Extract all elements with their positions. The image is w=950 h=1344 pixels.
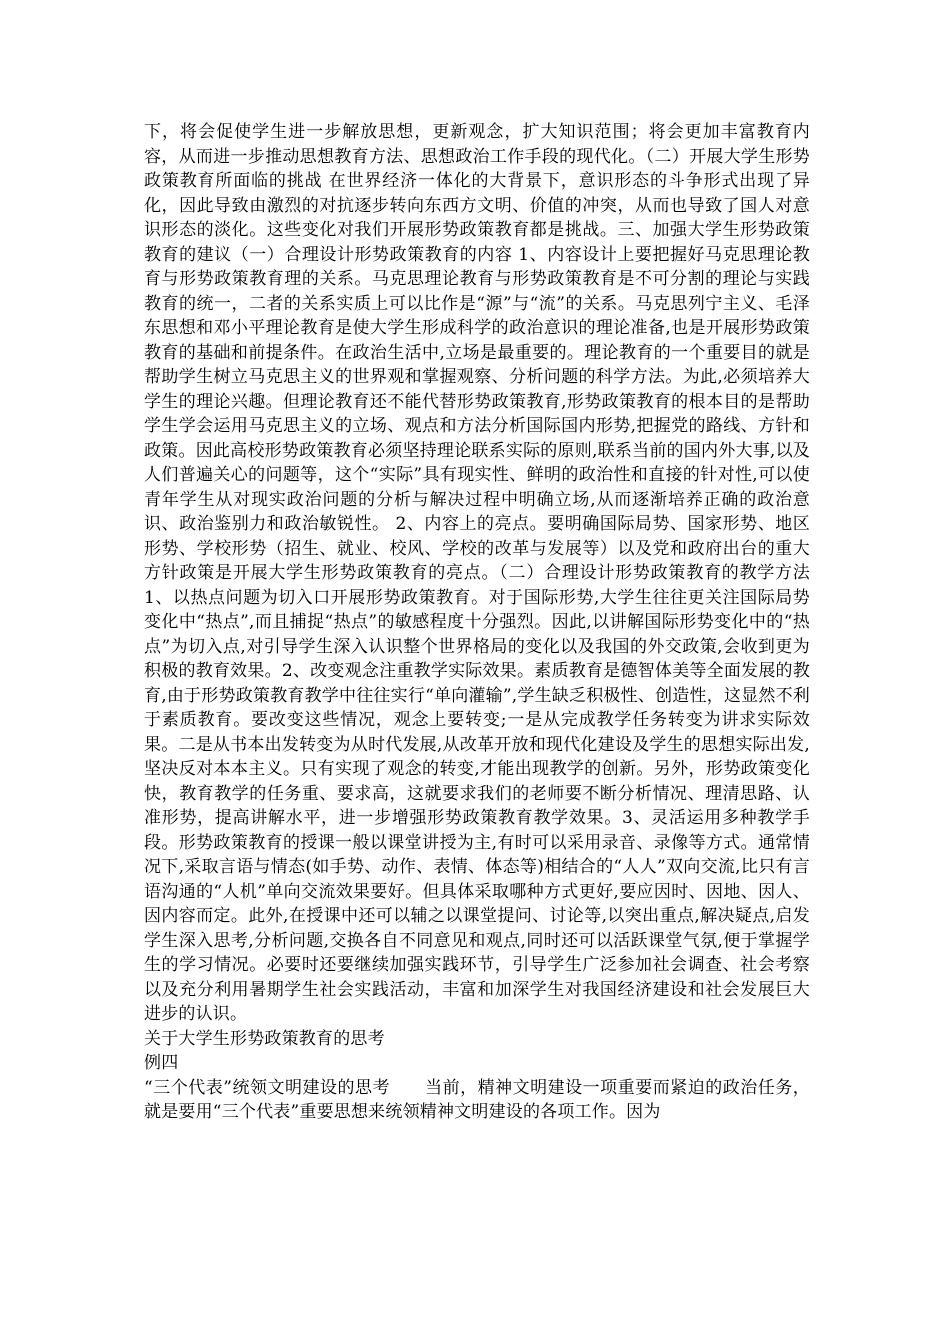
document-content — [144, 120, 810, 1125]
example-paragraph: “三个代表”统领文明建设的思考 当前，精神文明建设一项重要而紧迫的政治任务，就是要用“三个代表”重要思想来统领精神文明建设的各项工作。因为 — [144, 1077, 810, 1122]
example-label: 例四 — [144, 1053, 179, 1073]
body-paragraph: 下，将会促使学生进一步解放思想，更新观念，扩大知识范围；将会更加丰富教育内容，从而进一步推动思想教育方法、思想政治工作手段的现代化。（二）开展大学生形势政策教育所面临的挑战 在世界经济一体化的大背景下，意识形态的斗争形式出现了异化，因此导致由激烈的对抗逐步转向东西方文明、价值的冲突，从而也导致了国人对意识形态的淡化。这些变化对我们开展形势政策教育都是挑战。三、加强大学生形势政策教育的建议（一）合理设计形势政策教育的内容 1、内容设计上要把握好马克思理论教育与形势政策教育理的关系。马克思理论教育与形势政策教育是不可分割的理论与实践教育的统一，二者的关系实质上可以比作是“源”与“流”的关系。马克思列宁主义、毛泽东思想和邓小平理论教育是使大学生形成科学的政治意识的理论准备,也是开展形势政策教育的基础和前提条件。在政治生活中,立场是最重要的。理论教育的一个重要目的就是帮助学生树立马克思主义的世界观和掌握观察、分析问题的科学方法。为此,必须培养大学生的理论兴趣。但理论教育还不能代替形势政策教育,形势政策教育的根本目的是帮助学生学会运用马克思主义的立场、观点和方法分析国际国内形势,把握党的路线、方针和政策。因此高校形势政策教育必须坚持理论联系实际的原则,联系当前的国内外大事,以及人们普遍关心的问题等，这个“实际”具有现实性、鲜明的政治性和直接的针对性,可以使青年学生从对现实政治问题的分析与解决过程中明确立场,从而逐渐培养正确的政治意识、政治鉴别力和政治敏锐性。 2、内容上的亮点。要明确国际局势、国家形势、地区形势、学校形势（招生、就业、校风、学校的改革与发展等）以及党和政府出台的重大方针政策是开展大学生形势政策教育的亮点。（二）合理设计形势政策教育的教学方法 1、以热点问题为切入口开展形势政策教育。对于国际形势,大学生往往更关注国际局势变化中“热点”,而且捕捉“热点”的敏感程度十分强烈。因此,以讲解国际形势变化中的“热点”为切入点,对引导学生深入认识整个世界格局的变化以及我国的外交政策,会收到更为积极的教育效果。2、改变观念注重教学实际效果。素质教育是德智体美等全面发展的教育,由于形势政策教育教学中往往实行“单向灌输”,学生缺乏积极性、创造性，这显然不利于素质教育。要改变这些情况，观念上要转变;一是从完成教学任务转变为讲求实际效果。二是从书本出发转变为从时代发展,从改革开放和现代化建设及学生的思想实际出发,坚决反对本本主义。只有实现了观念的转变,才能出现教学的创新。另外，形势政策变化快，教育教学的任务重、要求高，这就要求我们的老师要不断分析情况、理清思路、认准形势，提高讲解水平，进一步增强形势政策教育教学效果。3、灵活运用多种教学手段。形势政策教育的授课一般以课堂讲授为主,有时可以采用录音、录像等方式。通常情况下,采取言语与情态(如手势、动作、表情、体态等)相结合的“人人”双向交流,比只有言语沟通的“人机”单向交流效果要好。但具体采取哪种方式更好,要应因时、因地、因人、因内容而定。此外,在授课中还可以辅之以课堂提问、讨论等,以突出重点,解决疑点,启发学生深入思考,分析问题,交换各自不同意见和观点,同时还可以活跃课堂气氛,便于掌握学生的学习情况。必要时还要继续加强实践环节，引导学生广泛参加社会调查、社会考察以及充分利用暑期学生社会实践活动，丰富和加深学生对我国经济建设和社会发展巨大进步的认识。 — [144, 122, 810, 1024]
article-title: 关于大学生形势政策教育的思考 — [144, 1028, 385, 1049]
